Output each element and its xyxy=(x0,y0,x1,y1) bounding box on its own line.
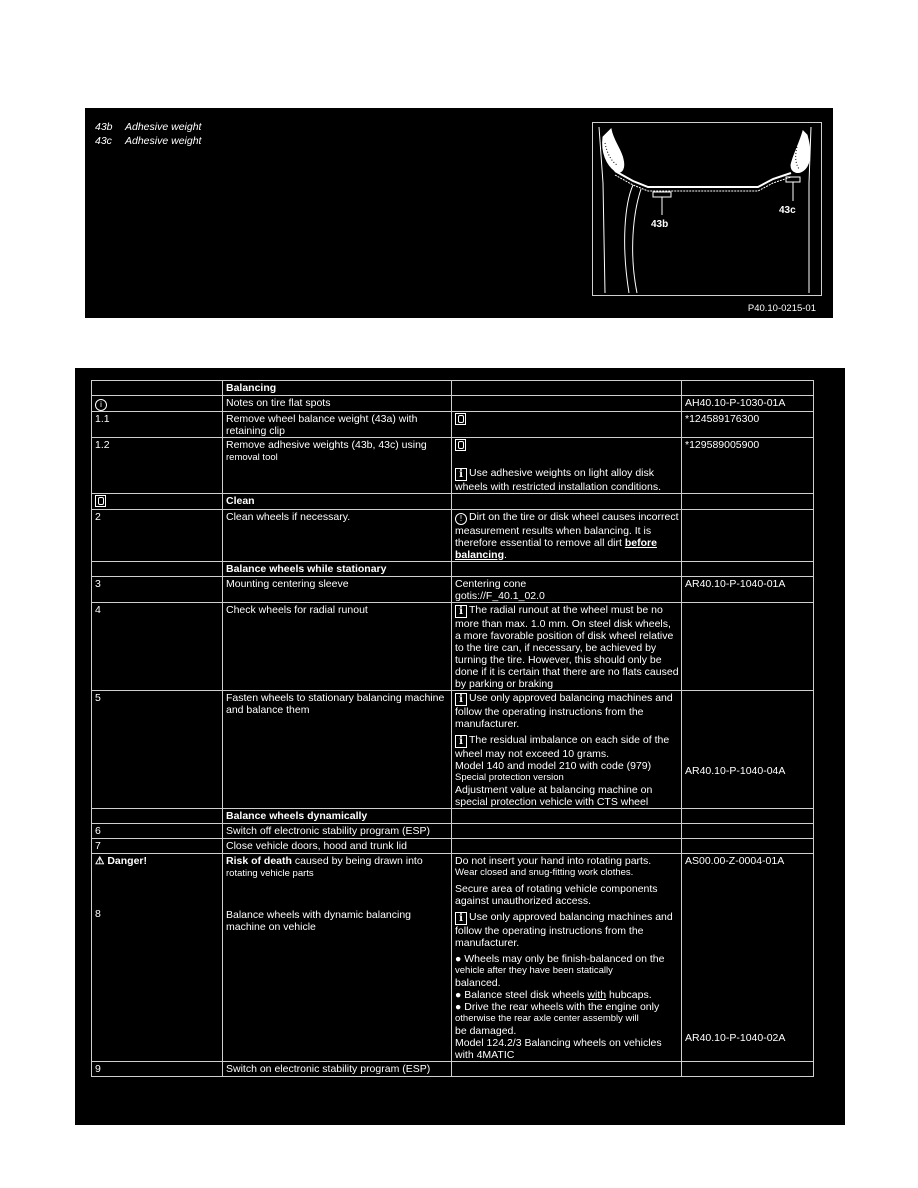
info-icon: i xyxy=(455,735,467,748)
tool-number: *129589005900 xyxy=(682,438,814,494)
clean-icon xyxy=(95,495,106,507)
table-row xyxy=(92,494,814,510)
section-heading-stationary: Balance wheels while stationary xyxy=(223,562,452,577)
table-row xyxy=(92,562,814,577)
callout-43b: 43b xyxy=(651,219,669,230)
procedure-table xyxy=(91,380,814,1077)
section-heading-clean: Clean xyxy=(223,494,452,510)
tool-number: *124589176300 xyxy=(682,412,814,438)
table-row: 1.1 Remove wheel balance weight (43a) with retaining clip *124589176300 xyxy=(92,412,814,438)
table-row: 9 Switch on electronic stability program (ESP) xyxy=(92,1062,814,1077)
doc-reference: AH40.10-P-1030-01A xyxy=(682,396,814,412)
figure-panel xyxy=(85,108,833,318)
wheel-rim-drawing xyxy=(592,122,822,296)
table-row: 1.2 Remove adhesive weights (43b, 43c) using removal tool i Use adhesive weights on light alloy disk wheels with restricted installation conditions. *129589005900 xyxy=(92,438,814,494)
section-heading-dynamic: Balance wheels dynamically xyxy=(223,809,452,824)
warning-triangle-icon: ⚠ xyxy=(95,855,105,867)
legend-item: 43c Adhesive weight xyxy=(95,135,202,147)
table-row: 2 Clean wheels if necessary. ! Dirt on the tire or disk wheel causes incorrect measurement results when balancing. It is therefore essential to remove all dirt before balancing. xyxy=(92,510,814,562)
info-icon: i xyxy=(455,912,467,925)
figure-reference: P40.10-0215-01 xyxy=(747,303,816,314)
table-row: 3 Mounting centering sleeve Centering cone gotis://F_40.1_02.0 AR40.10-P-1040-01A xyxy=(92,577,814,603)
legend-item: 43b Adhesive weight xyxy=(95,121,202,133)
table-row: i Notes on tire flat spots AH40.10-P-1030-01A xyxy=(92,396,814,412)
doc-reference: AR40.10-P-1040-02A xyxy=(685,1032,786,1044)
table-row: 5 Fasten wheels to stationary balancing machine and balance them i Use only approved balancing machines and follow the operating instructions from the manufacturer. i The residual imbalance on each side of the wheel may not exceed 10 grams. Model 140 and model 210 with code (979) Special protection version Adjustment value at balancing machine on special protection vehicle with CTS wheel AR40.10-P-1040-04A xyxy=(92,691,814,809)
caution-icon: ! xyxy=(455,513,467,525)
note-icon: i xyxy=(95,399,107,411)
doc-reference: AR40.10-P-1040-01A xyxy=(682,577,814,603)
doc-reference: AS00.00-Z-0004-01A xyxy=(685,855,785,867)
info-icon: i xyxy=(455,468,467,481)
table-row: 6 Switch off electronic stability program (ESP) xyxy=(92,824,814,839)
special-tool-icon xyxy=(455,413,466,425)
doc-reference: AR40.10-P-1040-04A xyxy=(685,765,786,777)
figure-legend xyxy=(95,120,201,148)
section-heading-balancing: Balancing xyxy=(223,381,452,396)
special-tool-icon xyxy=(455,439,466,451)
callout-43c: 43c xyxy=(779,205,796,216)
table-row xyxy=(92,381,814,396)
info-icon: i xyxy=(455,605,467,618)
procedure-panel xyxy=(75,368,845,1125)
table-row: 7 Close vehicle doors, hood and trunk lid xyxy=(92,839,814,854)
table-row: ⚠ Danger! 8 Risk of death caused by being drawn into rotating vehicle parts Balance wheels with dynamic balancing machine on vehicle Do not insert your hand into rotating parts. Wear closed and snug-fitting work clothes. Secure area of rotating vehicle components against unauthorized access. i Use only approved balancing machines and follow the operating instructions from the manufacturer. ● Wheels may only be finish-balanced on the vehicle after they have been statically balanced. ● Balance steel disk wheels with hubcaps. ● Drive the rear wheels with the engine only otherwise the rear axle center assembly will be damaged. Model 124.2/3 Balancing wheels on vehicles with 4MATIC AS00.00-Z-0004-01A AR40.10-P-1040-02A xyxy=(92,854,814,1062)
info-icon: i xyxy=(455,693,467,706)
table-row: 4 Check wheels for radial runout i The radial runout at the wheel must be no more than max. 1.0 mm. On steel disk wheels, a more favorable position of disk wheel relative to the tire can, if necessary, be achieved by turning the tire. However, this should only be done if it is certain that there are no flats caused by parking or braking xyxy=(92,603,814,691)
table-row xyxy=(92,809,814,824)
rim-cross-section-illustration xyxy=(593,123,821,295)
